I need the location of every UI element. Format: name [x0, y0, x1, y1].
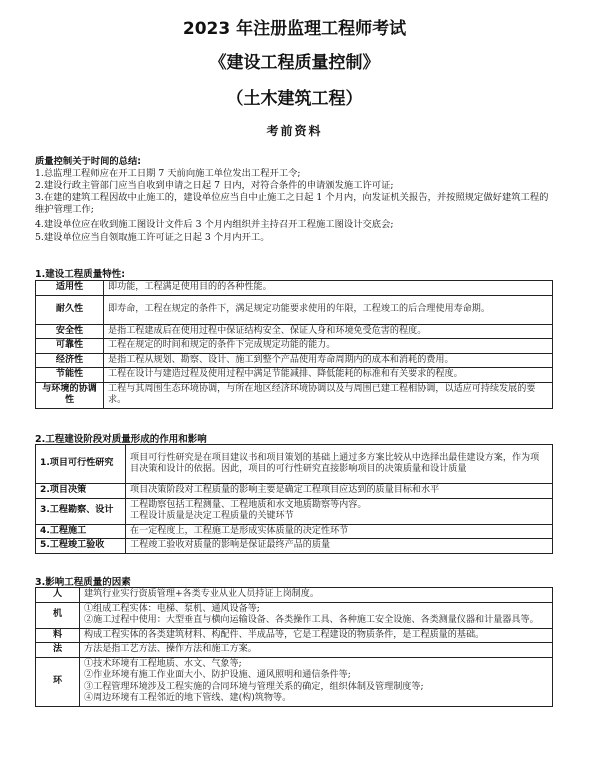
doc-title-line3: （土木建筑工程）: [226, 89, 363, 109]
table-value-line: ②施工过程中使用：大型垂直与横向运输设备、各类操作工具、各种施工安全设施、各类测量仪器和计量器具等。: [84, 615, 539, 625]
table-value-line: ②作业环境有施工作业面大小、防护设施、通风照明和通信条件等;: [84, 670, 351, 680]
table-value: 即功能，工程满足使用目的的各种性能。: [104, 281, 553, 296]
table-key: 节能性: [36, 368, 104, 383]
table-key: 4.工程施工: [36, 524, 126, 539]
table-row: [36, 643, 553, 658]
table-row: [36, 368, 553, 383]
table-value: 是指工程从规划、勘察、设计、施工到整个产品使用寿命周期内的成本和消耗的费用。: [104, 353, 553, 368]
table-key: 料: [36, 628, 80, 643]
table-value: 是指工程建成后在使用过程中保证结构安全、保证人身和环境免受危害的程度。: [104, 324, 553, 339]
doc-title-line1: 2023 年注册监理工程师考试: [182, 19, 407, 39]
table-key: 2.项目决策: [36, 484, 126, 499]
table-value: 工程竣工验收对质量的影响是保证最终产品的质量: [126, 539, 553, 554]
table-value: 工程与其周围生态环境协调，与所在地区经济环境协调以及与周围已建工程相协调，以适应可持续发展的要求。: [104, 382, 553, 408]
section3-heading: 3.影响工程质量的因素: [35, 577, 131, 588]
time-summary-item: 5.建设单位应当自领取施工许可证之日起 3 个月内开工。: [35, 232, 270, 243]
table-value-line: 构成工程实体的各类建筑材料、构配件、半成品等，它是工程建设的物质条件，是工程质量的基础。: [84, 629, 485, 640]
table-value: [80, 643, 553, 658]
table-row: [36, 628, 553, 643]
table-row: [36, 602, 553, 628]
table-value-line: ①技术环境有工程地质、水文、气象等;: [84, 658, 242, 669]
stages-table: [35, 444, 553, 554]
table-row: [36, 657, 553, 706]
table-key: 环: [36, 657, 80, 706]
table-row: [36, 353, 553, 368]
table-value-line: 方法是指工艺方法、操作方法和施工方案。: [84, 644, 257, 654]
table-row: [36, 339, 553, 354]
table-key: 法: [36, 643, 80, 658]
table-value: [80, 628, 553, 643]
table-value: 工程在规定的时间和规定的条件下完成规定功能的能力。: [104, 339, 553, 354]
table-value: 即寿命，工程在规定的条件下，满足规定功能要求使用的年限，工程竣工的后合理使用寿命期。: [104, 295, 553, 324]
table-row: [36, 324, 553, 339]
doc-subtitle: 考前资料: [266, 124, 323, 138]
table-key: 机: [36, 602, 80, 628]
table-value: [80, 588, 553, 603]
table-key: 安全性: [36, 324, 104, 339]
table-value: 项目决策阶段对工程质量的影响主要是确定工程项目应达到的质量目标和水平: [126, 484, 553, 499]
table-value-line: 建筑行业实行资质管理+各类专业从业人员持证上岗制度。: [84, 589, 319, 599]
table-key: 与环境的协调性: [36, 382, 104, 408]
section1-heading: 1.建设工程质量特性:: [35, 269, 126, 280]
time-summary-item: 3.在建的建筑工程因故中止施工的，建设单位应当自中止施工之日起 1 个月内，向发证机关报告，并按照规定做好建筑工程的维护管理工作;: [35, 192, 549, 215]
table-value-line: ③工程管理环境涉及工程实施的合同环境与管理关系的确定，组织体制及管理制度等;: [84, 681, 424, 692]
factors-table: [35, 587, 553, 707]
table-row: [36, 588, 553, 603]
table-value: [80, 602, 553, 628]
table-key: 耐久性: [36, 295, 104, 324]
time-summary-heading: 质量控制关于时间的总结:: [35, 156, 141, 167]
section2-heading: 2.工程建设阶段对质量形成的作用和影响: [35, 434, 207, 445]
table-key: 经济性: [36, 353, 104, 368]
table-row: [36, 445, 553, 484]
table-value-line: ①组成工程实体：电梯、泵机、通风设备等;: [84, 603, 260, 614]
table-value: 项目可行性研究是在项目建议书和项目策划的基础上通过多方案比较从中选择出最佳建设方案，作为项目决策和设计的依据。因此，项目的可行性研究直接影响项目的决策质量和设计质量: [126, 445, 553, 484]
table-key: 人: [36, 588, 80, 603]
doc-title-line2: 《建设工程质量控制》: [209, 53, 380, 73]
table-row: [36, 539, 553, 554]
table-row: [36, 295, 553, 324]
table-value: 在一定程度上，工程施工是形成实体质量的决定性环节: [126, 524, 553, 539]
table-key: 5.工程竣工验收: [36, 539, 126, 554]
table-value-line: 工程设计质量是决定工程质量的关键环节: [130, 511, 294, 521]
table-key: 3.工程勘察、设计: [36, 498, 126, 524]
table-row: [36, 484, 553, 499]
time-summary-item: 4.建设单位应在收到施工图设计文件后 3 个月内组织并主持召开工程施工图设计交底会;: [35, 219, 394, 230]
table-row: [36, 498, 553, 524]
table-key: 1.项目可行性研究: [36, 445, 126, 484]
table-key: 可靠性: [36, 339, 104, 354]
table-value-line: ④周边环境有工程邻近的地下管线、建(构)筑物等。: [84, 693, 292, 703]
table-row: [36, 382, 553, 408]
table-value: 工程在设计与建造过程及使用过程中满足节能减排、降低能耗的标准和有关要求的程度。: [104, 368, 553, 383]
quality-traits-table: [35, 280, 553, 409]
table-value: [80, 657, 553, 706]
table-key: 适用性: [36, 281, 104, 296]
table-row: [36, 281, 553, 296]
time-summary-item: 1.总监理工程师应在开工日期 7 天前向施工单位发出工程开工令;: [35, 168, 301, 179]
time-summary-item: 2.建设行政主管部门应当自收到申请之日起 7 日内，对符合条件的申请颁发施工许可证;: [35, 180, 394, 191]
table-value-line: 工程勘察包括工程测量、工程地质和水文地质勘察等内容。: [130, 499, 367, 510]
table-row: [36, 524, 553, 539]
table-value: [126, 498, 553, 524]
